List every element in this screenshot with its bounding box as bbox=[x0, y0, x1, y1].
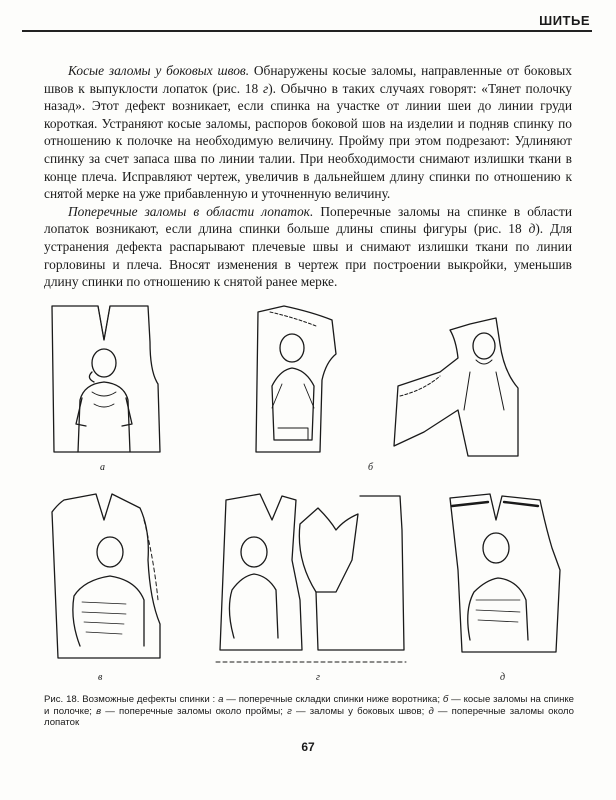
figure-d-drawing bbox=[450, 494, 560, 652]
paragraph-1-lead: Косые заломы у боковых швов. bbox=[68, 63, 250, 78]
figure-label-a: а bbox=[100, 462, 105, 473]
figure-g-drawing bbox=[216, 494, 406, 662]
figure-b-drawing bbox=[256, 306, 336, 452]
paragraph-2-lead: Поперечные заломы в области лопаток. bbox=[68, 203, 314, 219]
figure-b-front bbox=[394, 318, 518, 456]
caption-a-text: — поперечные складки спинки ниже воротника; bbox=[223, 694, 443, 705]
caption-b-text: — косые заломы на спинке и полочке; bbox=[44, 694, 575, 717]
caption-d-text: — поперечные заломы около лопаток bbox=[44, 705, 574, 729]
caption-prefix: Рис. 18. Возможные дефекты спинки : bbox=[44, 694, 219, 705]
figure-v-drawing bbox=[52, 494, 160, 658]
figure-label-d: д bbox=[500, 672, 506, 683]
paragraph-1-text-cont: ). Обычно в таких случаях говорят: «Тянет полочку назад». Этот дефект возникает, если спинка на участке от линии шеи до линии груди короткая. Устраняют косые заломы, распоров боковой шов на изделии и подняв спинку по отношению к полочке на необходимую величину. Пройму при этом подрезают: Удлиняют спинку за счет запаса шва по линии талии. При необходимости снимают излишки ткани в конце плеча. Исправляют чертеж, увеличив в дальнейшем длину спинки по отношению к снятой мерке на уже прибавленную и уточненную величину. bbox=[44, 80, 572, 202]
figure-a-drawing bbox=[52, 306, 160, 452]
figure-label-b: б bbox=[368, 462, 374, 473]
caption-v-text: — поперечные заломы около проймы; bbox=[101, 705, 288, 717]
figure-caption bbox=[44, 694, 574, 729]
paragraph-1-text: Обнаружены косые заломы, направленные от боковых швов к выпуклости лопаток (рис. 18 bbox=[44, 63, 572, 96]
caption-b-letter: б bbox=[442, 694, 449, 705]
page-number: 67 bbox=[301, 740, 315, 754]
caption-a-letter: а bbox=[218, 694, 224, 705]
figure-label-g: г bbox=[316, 672, 320, 683]
caption-v-letter: в bbox=[96, 705, 102, 717]
caption-g-text: — заломы у боковых швов; bbox=[291, 705, 429, 717]
figure-label-v: в bbox=[98, 672, 103, 683]
paragraph-2-text-cont: ). Для устранения дефекта распарывают плечевые швы и снимают излишки ткани по линии горловины и плеча. Вносят изменения в чертеж при построении выкройки, уменьшив длину спинки по отношению к снятой ранее мерке. bbox=[44, 221, 572, 290]
caption-g-letter: г bbox=[287, 705, 292, 717]
running-head: ШИТЬЕ bbox=[539, 13, 590, 28]
paragraph-2-text: Поперечные заломы на спинке в области лопаток возникают, если длина спинки больше длины спины фигуры (рис. 18 bbox=[44, 203, 572, 237]
caption-d-letter: д bbox=[428, 705, 434, 717]
paragraph-1-ref: г bbox=[262, 80, 269, 96]
paragraph-2-ref: д bbox=[528, 221, 536, 237]
